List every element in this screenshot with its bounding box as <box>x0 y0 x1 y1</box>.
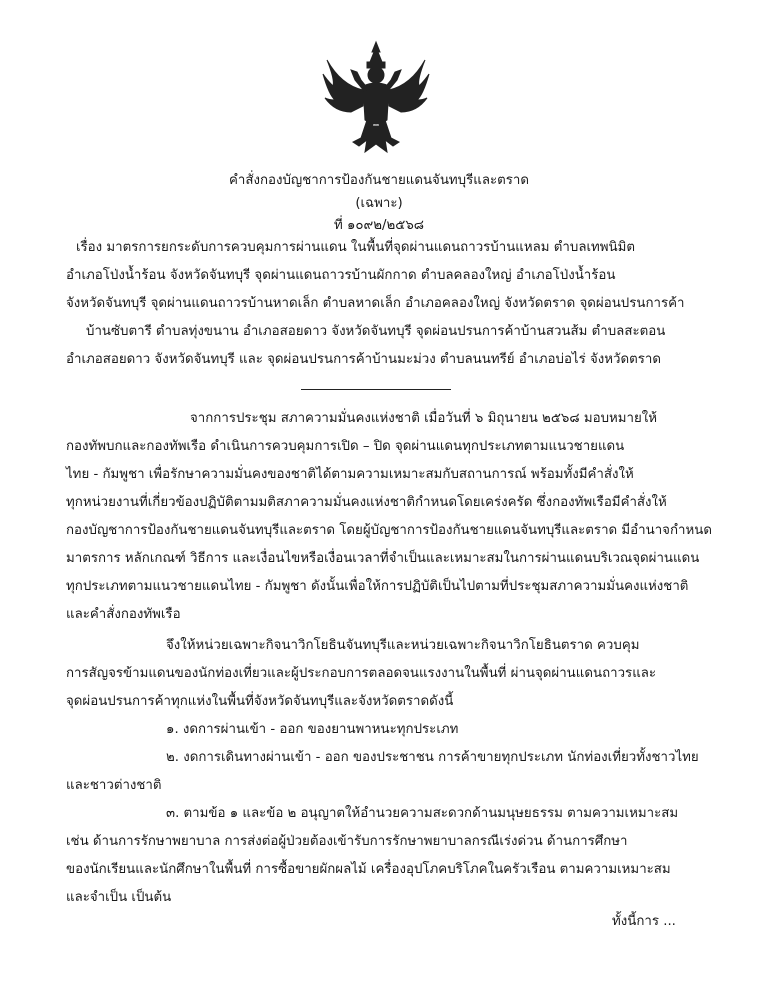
paragraph-line: จากการประชุม สภาความมั่นคงแห่งชาติ เมื่อวันที่ ๖ มิถุนายน ๒๕๖๘ มอบหมายให้ <box>190 411 658 426</box>
subject-line: อำเภอโป่งน้ำร้อน จังหวัดจันทบุรี จุดผ่านแดนถาวรบ้านผักกาด ตำบลคลองใหญ่ อำเภอโป่งน้ำร้อน <box>66 268 616 283</box>
list-item: ๑. งดการผ่านเข้า - ออก ของยานพาหนะทุกประเภท <box>166 722 459 737</box>
paragraph-line: ไทย - กัมพูชา เพื่อรักษาความมั่นคงของชาติได้ตามความเหมาะสมกับสถานการณ์ พร้อมทั้งมีคำสั่งให้ <box>66 467 634 482</box>
list-item: ๓. ตามข้อ ๑ และข้อ ๒ อนุญาตให้อำนวยความสะดวกด้านมนุษยธรรม ตามความเหมาะสม <box>166 806 679 821</box>
list-item: เช่น ด้านการรักษาพยาบาล การส่งต่อผู้ป่วยต้องเข้ารับการรักษาพยาบาลกรณีเร่งด่วน ด้านการศึกษา <box>66 834 628 849</box>
paragraph-line: และคำสั่งกองทัพเรือ <box>66 607 181 622</box>
paragraph-line: ทุกหน่วยงานที่เกี่ยวข้องปฏิบัติตามมติสภาความมั่นคงแห่งชาติกำหนดโดยเคร่งครัด ซึ่งกองทัพเรือมีคำสั่งให้ <box>66 495 667 510</box>
list-item: ๒. งดการเดินทางผ่านเข้า - ออก ของประชาชน การค้าขายทุกประเภท นักท่องเที่ยวทั้งชาวไทย <box>166 750 699 765</box>
garuda-emblem-icon <box>321 40 431 155</box>
paragraph-line: การสัญจรข้ามแดนของนักท่องเที่ยวและผู้ประกอบการตลอดจนแรงงานในพื้นที่ ผ่านจุดผ่านแดนถาวรและ <box>66 666 657 681</box>
subject-line: บ้านซับตารี ตำบลทุ่งขนาน อำเภอสอยดาว จังหวัดจันทบุรี จุดผ่อนปรนการค้าบ้านสวนส้ม ตำบลสะตอน <box>86 324 666 339</box>
paragraph-line: ทุกประเภทตามแนวชายแดนไทย - กัมพูชา ดังนั้นเพื่อให้การปฏิบัติเป็นไปตามที่ประชุมสภาความมั่นคงแห่งชาติ <box>66 579 689 594</box>
paragraph-line: มาตรการ หลักเกณฑ์ วิธีการ และเงื่อนไขหรือเงื่อนเวลาที่จำเป็นและเหมาะสมในการผ่านแดนบริเวณจุดผ่านแดน <box>66 551 700 566</box>
list-item: และชาวต่างชาติ <box>66 778 162 793</box>
paragraph-line: กองทัพบกและกองทัพเรือ ดำเนินการควบคุมการเปิด – ปิด จุดผ่านแดนทุกประเภทตามแนวชายแดน <box>66 439 625 454</box>
paragraph-line: จุดผ่อนปรนการค้าทุกแห่งในพื้นที่จังหวัดจันทบุรีและจังหวัดตราดดังนี้ <box>66 694 454 709</box>
paragraph-line: จึงให้หน่วยเฉพาะกิจนาวิกโยธินจันทบุรีและหน่วยเฉพาะกิจนาวิกโยธินตราด ควบคุม <box>166 638 640 653</box>
separator-line <box>301 389 451 390</box>
order-number: ที่ ๑๐๙๒/๒๕๖๘ <box>333 218 425 233</box>
subject-line: เรื่อง มาตรการยกระดับการควบคุมการผ่านแดน ในพื้นที่จุดผ่านแดนถาวรบ้านแหลม ตำบลเทพนิมิต <box>76 240 636 255</box>
list-item: และจำเป็น เป็นต้น <box>66 890 172 905</box>
continuation-text: ทั้งนี้การ ... <box>612 914 676 929</box>
subject-line: จังหวัดจันทบุรี จุดผ่านแดนถาวรบ้านหาดเล็ก ตำบลหาดเล็ก อำเภอคลองใหญ่ จังหวัดตราด จุดผ่อนปรนการค้า <box>66 296 685 311</box>
order-title: คำสั่งกองบัญชาการป้องกันชายแดนจันทบุรีและตราด <box>228 173 530 188</box>
paragraph-line: กองบัญชาการป้องกันชายแดนจันทบุรีและตราด โดยผู้บัญชาการป้องกันชายแดนจันทบุรีและตราด มีอำนาจกำหนด <box>66 523 712 538</box>
list-item: ของนักเรียนและนักศึกษาในพื้นที่ การซื้อขายผักผลไม้ เครื่องอุปโภคบริโภคในครัวเรือน ตามความเหมาะสม <box>66 862 671 877</box>
subject-line: อำเภอสอยดาว จังหวัดจันทบุรี และ จุดผ่อนปรนการค้าบ้านมะม่วง ตำบลนนทรีย์ อำเภอบ่อไร่ จังหวัดตราด <box>66 352 662 367</box>
classification-label: (เฉพาะ) <box>355 196 403 211</box>
